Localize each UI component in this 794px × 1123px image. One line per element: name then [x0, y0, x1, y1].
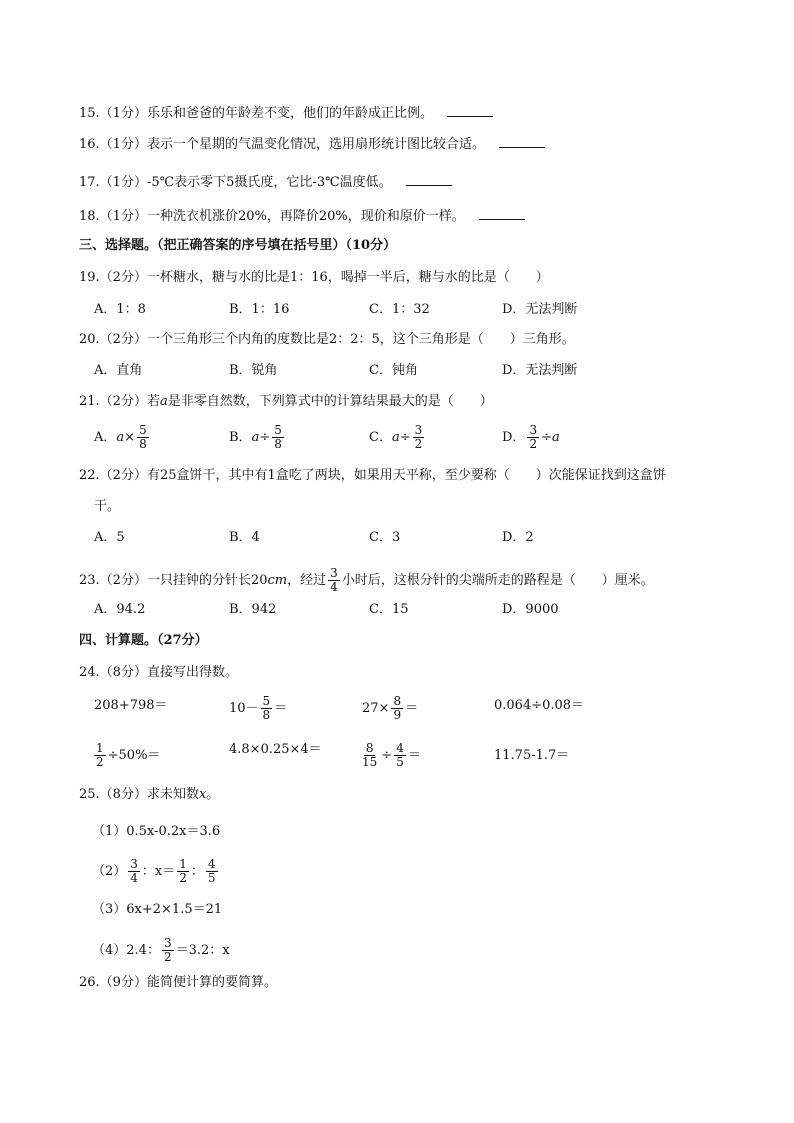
fraction	[328, 567, 340, 594]
equation-text: （4）2.4：	[92, 943, 160, 958]
q22-option-d[interactable]: D．2	[502, 530, 534, 545]
option-variable: a	[391, 430, 400, 445]
option-label: D．	[502, 430, 526, 445]
fraction	[94, 742, 106, 769]
option-operator: ÷	[399, 430, 411, 445]
q23-option-c[interactable]: C．15	[369, 602, 409, 617]
question-17-text: 17.（1分）-5℃表示零下5摄氏度，它比-3℃温度低。	[79, 175, 392, 190]
question-16	[79, 135, 545, 153]
denominator: 8	[274, 437, 282, 451]
q19-option-a[interactable]: A．1：8	[94, 302, 146, 317]
q22-option-a[interactable]: A．5	[94, 530, 125, 545]
question-21-stem	[79, 394, 493, 410]
question-16-text: 16.（1分）表示一个星期的气温变化情况，选用扇形统计图比较合适。	[79, 137, 485, 152]
calc-text: ÷	[381, 748, 393, 763]
option-variable: a	[551, 430, 560, 445]
question-22-stem: 22.（2分）有25盒饼干，其中有1盒吃了两块，如果用天平称，至少要称（ ）次能保证找到这盒饼	[79, 468, 666, 483]
question-22-stem-cont: 干。	[94, 499, 121, 514]
equation-text: ＝3.2：x	[175, 943, 230, 958]
denominator: 15	[362, 755, 378, 769]
q19-option-d[interactable]: D．无法判断	[502, 302, 578, 317]
q20-option-b[interactable]: B．锐角	[229, 363, 278, 378]
numerator: 8	[393, 694, 402, 708]
q21-option-c[interactable]	[369, 424, 426, 451]
question-23-stem	[79, 567, 654, 594]
option-label: C．	[369, 430, 392, 445]
question-26-stem: 26.（9分）能简便计算的要简算。	[79, 975, 277, 990]
fraction	[527, 424, 539, 451]
q19-option-c[interactable]: C．1：32	[369, 302, 430, 317]
q21-option-a[interactable]	[94, 424, 151, 451]
option-operator: ×	[124, 430, 136, 445]
calc-item: 0.064÷0.08＝	[494, 698, 585, 713]
calc-item: 208+798＝	[94, 698, 168, 713]
denominator: 2	[163, 950, 172, 964]
fraction	[391, 695, 403, 722]
q21-option-d[interactable]	[502, 424, 560, 451]
denominator: 8	[262, 708, 271, 722]
answer-blank[interactable]	[499, 135, 545, 148]
q25-stem-part2: 。	[206, 787, 220, 802]
option-label: B．	[229, 430, 252, 445]
calc-item: 11.75-1.7＝	[494, 748, 570, 763]
equation-1: （1）0.5x-0.2x＝3.6	[92, 824, 221, 839]
denominator: 2	[414, 437, 423, 451]
denominator: 8	[139, 437, 147, 451]
equation-text: ：	[190, 864, 204, 879]
denominator: 2	[96, 755, 104, 769]
q21-variable: a	[159, 394, 168, 409]
calc-text: ÷50%＝	[107, 748, 161, 763]
q20-option-d[interactable]: D．无法判断	[502, 363, 578, 378]
q20-option-c[interactable]: C．钝角	[369, 363, 418, 378]
fraction	[394, 742, 406, 769]
question-18	[79, 207, 525, 225]
q23-option-b[interactable]: B．942	[229, 602, 277, 617]
question-15	[79, 104, 493, 122]
denominator: 9	[393, 708, 402, 722]
calc-item	[358, 742, 421, 769]
equation-4	[92, 937, 230, 964]
q23-stem-part1: 23.（2分）一只挂钟的分针长20	[79, 573, 268, 588]
numerator: 3	[130, 857, 138, 871]
fraction	[177, 858, 189, 885]
equation-2	[92, 858, 220, 885]
numerator: 8	[365, 741, 374, 755]
question-17	[79, 173, 452, 191]
question-24-stem: 24.（8分）直接写出得数。	[79, 665, 238, 680]
q21-stem-part1: 21.（2分）若	[79, 394, 160, 409]
numerator: 5	[139, 423, 147, 437]
q21-stem-part2: 是非零自然数，下列算式中的计算结果最大的是（ ）	[167, 394, 493, 409]
numerator: 1	[96, 741, 104, 755]
fraction	[162, 937, 174, 964]
answer-blank[interactable]	[406, 173, 452, 186]
equation-text: （2）	[92, 864, 127, 879]
calc-text: 10－	[229, 701, 259, 716]
denominator: 4	[130, 871, 138, 885]
denominator: 2	[529, 437, 538, 451]
question-25-stem	[79, 787, 219, 803]
numerator: 5	[274, 423, 282, 437]
denominator: 2	[179, 871, 187, 885]
calc-item: 4.8×0.25×4＝	[229, 742, 322, 757]
denominator: 5	[207, 871, 216, 885]
option-operator: ÷	[541, 430, 552, 445]
q23-option-d[interactable]: D．9000	[502, 602, 559, 617]
calc-item	[92, 742, 160, 769]
numerator: 1	[179, 857, 187, 871]
denominator: 5	[396, 755, 404, 769]
fraction	[272, 424, 284, 451]
question-19-stem: 19.（2分）一杯糖水，糖与水的比是1：16，喝掉一半后，糖与水的比是（ ）	[79, 270, 549, 285]
option-label: A．	[94, 430, 117, 445]
numerator: 4	[207, 857, 216, 871]
calc-item	[362, 695, 418, 722]
calc-item	[229, 695, 287, 722]
fraction	[360, 742, 379, 769]
numerator: 3	[163, 936, 172, 950]
q20-option-a[interactable]: A．直角	[94, 363, 143, 378]
q22-option-c[interactable]: C．3	[369, 530, 401, 545]
q23-unit: cm	[267, 573, 288, 588]
fraction	[413, 424, 425, 451]
numerator: 3	[330, 566, 338, 580]
q25-stem-part1: 25.（8分）求未知数	[79, 787, 199, 802]
q19-option-b[interactable]: B．1：16	[229, 302, 290, 317]
q25-variable: x	[198, 787, 207, 802]
calc-text: ＝	[405, 701, 419, 716]
option-variable: a	[116, 430, 125, 445]
fraction	[137, 424, 149, 451]
fraction	[206, 858, 218, 885]
answer-blank[interactable]	[447, 104, 493, 117]
calc-text: 27×	[362, 701, 390, 716]
question-15-text: 15.（1分）乐乐和爸爸的年龄差不变，他们的年龄成正比例。	[79, 106, 433, 121]
option-variable: a	[251, 430, 260, 445]
q21-option-b[interactable]	[229, 424, 286, 451]
q23-stem-part3: 小时后，这根分针的尖端所走的路程是（ ）厘米。	[341, 573, 654, 588]
numerator: 5	[262, 694, 271, 708]
option-operator: ÷	[259, 430, 271, 445]
fraction	[128, 858, 140, 885]
denominator: 4	[330, 580, 338, 594]
section-heading-calculation: 四、计算题。（27分）	[79, 633, 208, 648]
q23-stem-part2: ，经过	[287, 573, 327, 588]
numerator: 4	[396, 741, 404, 755]
calc-text: ＝	[407, 748, 421, 763]
q23-option-a[interactable]: A．94.2	[94, 602, 146, 617]
equation-3: （3）6x+2×1.5＝21	[92, 902, 223, 917]
answer-blank[interactable]	[479, 207, 525, 220]
calc-text: ＝	[274, 701, 288, 716]
numerator: 3	[529, 423, 538, 437]
section-heading-choice: 三、选择题。（把正确答案的序号填在括号里）（10分）	[79, 238, 397, 253]
fraction	[261, 695, 273, 722]
question-20-stem: 20.（2分）一个三角形三个内角的度数比是2：2：5，这个三角形是（ ）三角形。	[79, 332, 575, 347]
q22-option-b[interactable]: B．4	[229, 530, 260, 545]
numerator: 3	[414, 423, 423, 437]
equation-text: ：x＝	[141, 864, 176, 879]
question-18-text: 18.（1分）一种洗衣机涨价20%，再降价20%，现价和原价一样。	[79, 209, 465, 224]
